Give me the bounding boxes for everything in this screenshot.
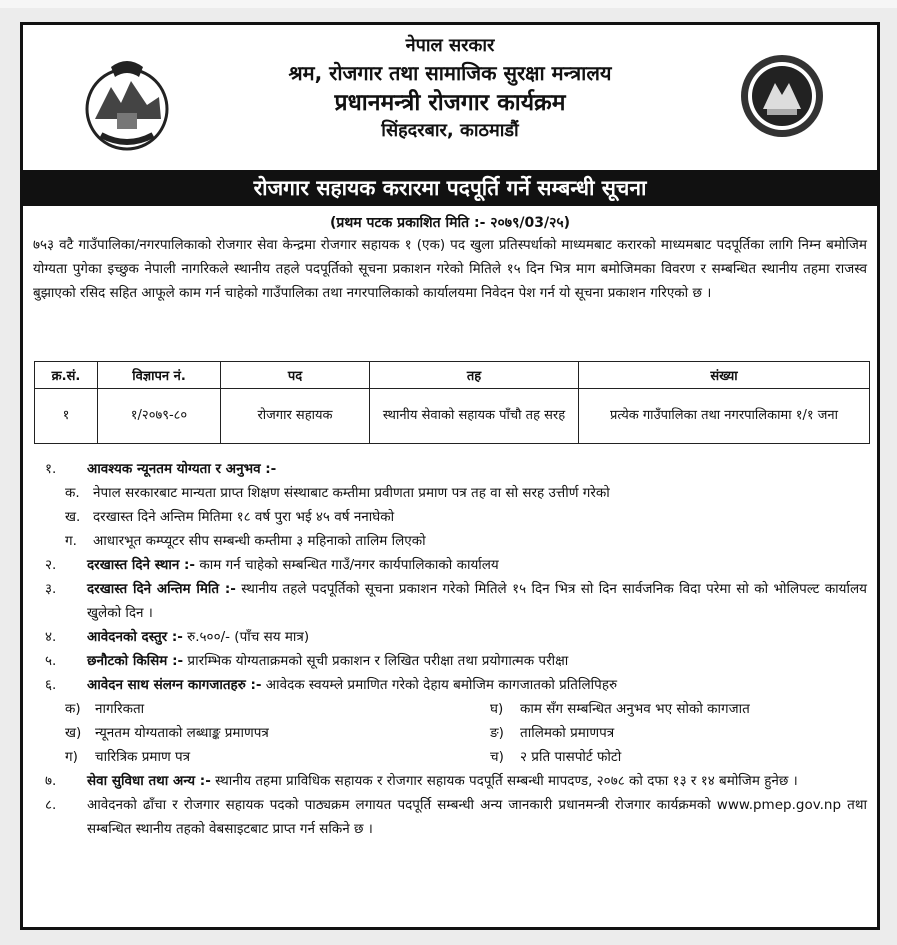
table-header-row	[35, 362, 870, 389]
cell-level: स्थानीय सेवाको सहायक पाँचौ तह सरह	[370, 389, 579, 444]
list-item: ६. आवेदन साथ संलग्न कागजातहरु :- आवेदक स्वयम्ले प्रमाणित गरेको देहाय बमोजिम कागजातको प्रतिलिपिहरु	[45, 677, 618, 693]
col-ad-no: विज्ञापन नं.	[98, 362, 221, 389]
published-date: (प्रथम पटक प्रकाशित मिति :- २०७९/03/२५)	[329, 215, 571, 231]
sub-item: ग. आधारभूत कम्प्यूटर सीप सम्बन्धी कम्तीमा ३ महिनाको तालिम लिएको	[65, 533, 426, 549]
doc-item: च) २ प्रति पासपोर्ट फोटो	[490, 749, 622, 765]
list-item: ३. दरखास्त दिने अन्तिम मिति :- स्थानीय तहले पदपूर्तिको सूचना प्रकाशन गरेको मितिले १५ दिन भित्र सो दिन सार्वजनिक विदा परेमा सो को भोलिपल्ट कार्यालय खुलेको दिन ।	[45, 581, 867, 621]
col-count: संख्या	[579, 362, 870, 389]
doc-item: घ) काम सँग सम्बन्धित अनुभव भए सोको कागजात	[490, 701, 750, 717]
government-name: नेपाल सरकार	[405, 35, 495, 56]
sub-item: ख. दरखास्त दिने अन्तिम मितिमा १८ वर्ष पुरा भई ४५ वर्ष ननाघेको	[65, 509, 395, 525]
cell-post: रोजगार सहायक	[221, 389, 370, 444]
requirements-list	[33, 457, 867, 841]
table-row	[35, 389, 870, 444]
item-title: आवश्यक न्यूनतम योग्यता र अनुभव :-	[87, 461, 277, 477]
cell-count: प्रत्येक गाउँपालिका तथा नगरपालिकामा १/१ जना	[579, 389, 870, 444]
col-post: पद	[221, 362, 370, 389]
list-item: ४. आवेदनको दस्तुर :- रु.५००/- (पाँच सय मात्र)	[45, 629, 310, 645]
documents-grid	[33, 697, 867, 769]
list-item: २. दरखास्त दिने स्थान :- काम गर्न चाहेको सम्बन्धित गाउँ/नगर कार्यपालिकाको कार्यालय	[45, 557, 499, 573]
list-item: ५. छनौटको किसिम :- प्रारम्भिक योग्यताक्रमको सूची प्रकाशन र लिखित परीक्षा तथा प्रयोगात्मक परीक्षा	[45, 653, 569, 669]
cell-ad-no: १/२०७९-८०	[98, 389, 221, 444]
sub-item: क. नेपाल सरकारबाट मान्यता प्राप्त शिक्षण संस्थाबाट कम्तीमा प्रवीणता प्रमाण पत्र तह वा सो सरह उत्तीर्ण गरेको	[65, 485, 610, 501]
list-item: १. आवश्यक न्यूनतम योग्यता र अनुभव :-	[45, 461, 277, 477]
col-level: तह	[370, 362, 579, 389]
notice-banner: रोजगार सहायक करारमा पदपूर्ति गर्ने सम्बन्धी सूचना	[23, 170, 877, 206]
doc-item: ङ) तालिमको प्रमाणपत्र	[490, 725, 615, 741]
cell-serial: १	[35, 389, 98, 444]
doc-item: ख) न्यूनतम योग्यताको लब्धाङ्क प्रमाणपत्र	[65, 725, 269, 741]
top-edge	[0, 0, 897, 8]
list-item: ८. आवेदनको ढाँचा र रोजगार सहायक पदको पाठ्यक्रम लगायत पदपूर्ति सम्बन्धी अन्य जानकारी प्रधानमन्त्री रोजगार कार्यक्रमको www.pmep.gov.np तथा सम्बन्धित स्थानीय तहको वेबसाइटबाट प्राप्त गर्न सकिने छ ।	[45, 797, 867, 837]
doc-item: ग) चारित्रिक प्रमाण पत्र	[65, 749, 191, 765]
program-name: प्रधानमन्त्री रोजगार कार्यक्रम	[334, 90, 566, 116]
ministry-name: श्रम, रोजगार तथा सामाजिक सुरक्षा मन्त्रालय	[288, 61, 612, 85]
col-serial: क्र.सं.	[35, 362, 98, 389]
office-address: सिंहदरबार, काठमाडौं	[381, 120, 519, 141]
vacancy-table	[34, 361, 870, 444]
intro-paragraph: ७५३ वटै गाउँपालिका/नगरपालिकाको रोजगार सेवा केन्द्रमा रोजगार सहायक १ (एक) पद खुला प्रतिस्पर्धाको माध्यमबाट करारको माध्यमबाट पदपूर्तिका लागि निम्न बमोजिम योग्यता पुगेका इच्छुक नेपाली नागरिकले स्थानीय तहले पदपूर्तिको सूचना प्रकाशन गरेको मितिले १५ दिन भित्र माग बमोजिमका विवरण र सम्बन्धित स्थानीय तहमा राजस्व बुझाएको रसिद सहित आफूले काम गर्न चाहेको गाउँपालिका तथा नगरपालिकाको कार्यालयमा निवेदन पेश गर्न यो सूचना प्रकाशन गरिएको छ ।	[33, 237, 867, 301]
program-logo-icon	[739, 53, 825, 139]
notice-page	[20, 22, 880, 930]
doc-item: क) नागरिकता	[65, 701, 145, 717]
list-item: ७. सेवा सुविधा तथा अन्य :- स्थानीय तहमा प्राविधिक सहायक र रोजगार सहायक पदपूर्ति सम्बन्धी मापदण्ड, २०७८ को दफा १३ र १४ बमोजिम हुनेछ ।	[45, 773, 798, 789]
